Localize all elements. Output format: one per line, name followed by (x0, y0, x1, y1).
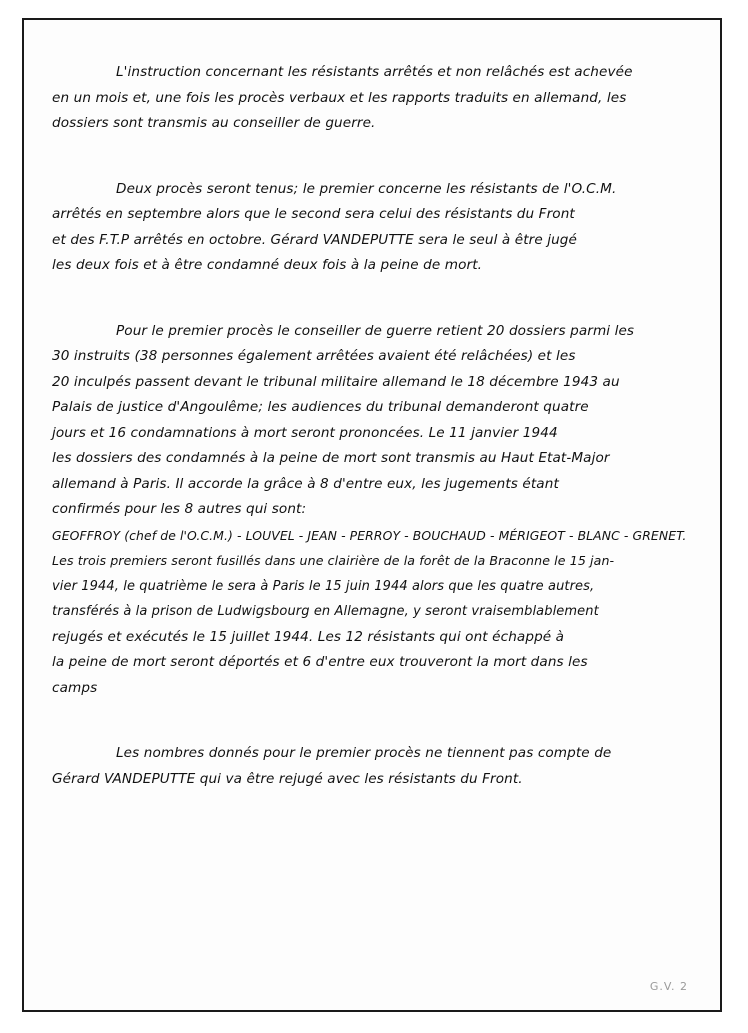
paragraph-gap (52, 279, 692, 319)
text-line: transférés à la prison de Ludwigsbourg en Allemagne, y seront vraisemblablement (52, 604, 599, 619)
text-line: GEOFFROY (chef de l'O.C.M.) - LOUVEL - JEAN - PERROY - BOUCHAUD - MÉRIGEOT - BLANC - GRENET. (52, 527, 687, 543)
paragraph-gap (52, 701, 692, 741)
text-line: camps (52, 679, 98, 696)
text-line: Palais de justice d'Angoulême; les audiences du tribunal demanderont quatre (52, 399, 589, 415)
paragraph-gap (52, 137, 692, 177)
text-line: en un mois et, une fois les procès verbaux et les rapports traduits en allemand, les (52, 89, 627, 106)
text-line: les dossiers des condamnés à la peine de mort sont transmis au Haut Etat-Major (52, 450, 610, 466)
text-line: dossiers sont transmis au conseiller de guerre. (52, 115, 376, 131)
paragraph-4 (52, 741, 692, 792)
text-line: 30 instruits (38 personnes également arrêtées avaient été relâchées) et les (52, 348, 576, 364)
page-mark: G.V. 2 (649, 980, 688, 993)
text-line: allemand à Paris. Il accorde la grâce à 8 d'entre eux, les jugements étant (52, 475, 559, 492)
paragraph-3 (52, 319, 692, 702)
document-body (52, 60, 692, 792)
text-line: Deux procès seront tenus; le premier concerne les résistants de l'O.C.M. (116, 180, 617, 197)
text-line: arrêtés en septembre alors que le second sera celui des résistants du Front (52, 206, 575, 222)
text-line: Pour le premier procès le conseiller de guerre retient 20 dossiers parmi les (116, 322, 635, 339)
text-line: les deux fois et à être condamné deux fois à la peine de mort. (52, 257, 483, 273)
text-line: Gérard VANDEPUTTE qui va être rejugé avec les résistants du Front. (52, 770, 523, 787)
text-line: rejugés et exécutés le 15 juillet 1944. Les 12 résistants qui ont échappé à (52, 628, 565, 645)
text-line: vier 1944, le quatrième le sera à Paris le 15 juin 1944 alors que les quatre autres, (52, 578, 595, 594)
text-line: jours et 16 condamnations à mort seront prononcées. Le 11 janvier 1944 (52, 424, 558, 441)
text-line: Les trois premiers seront fusillés dans une clairière de la forêt de la Braconne le 15 jan- (52, 553, 615, 568)
text-line: confirmés pour les 8 autres qui sont: (52, 501, 307, 517)
paragraph-1 (52, 60, 692, 137)
text-line: la peine de mort seront déportés et 6 d'entre eux trouveront la mort dans les (52, 654, 588, 670)
text-line: Les nombres donnés pour le premier procès ne tiennent pas compte de (116, 745, 612, 761)
text-line: et des F.T.P arrêtés en octobre. Gérard VANDEPUTTE sera le seul à être jugé (52, 231, 577, 248)
paragraph-2 (52, 177, 692, 279)
text-line: 20 inculpés passent devant le tribunal militaire allemand le 18 décembre 1943 au (52, 373, 620, 390)
text-line: L'instruction concernant les résistants arrêtés et non relâchés est achevée (116, 64, 633, 80)
